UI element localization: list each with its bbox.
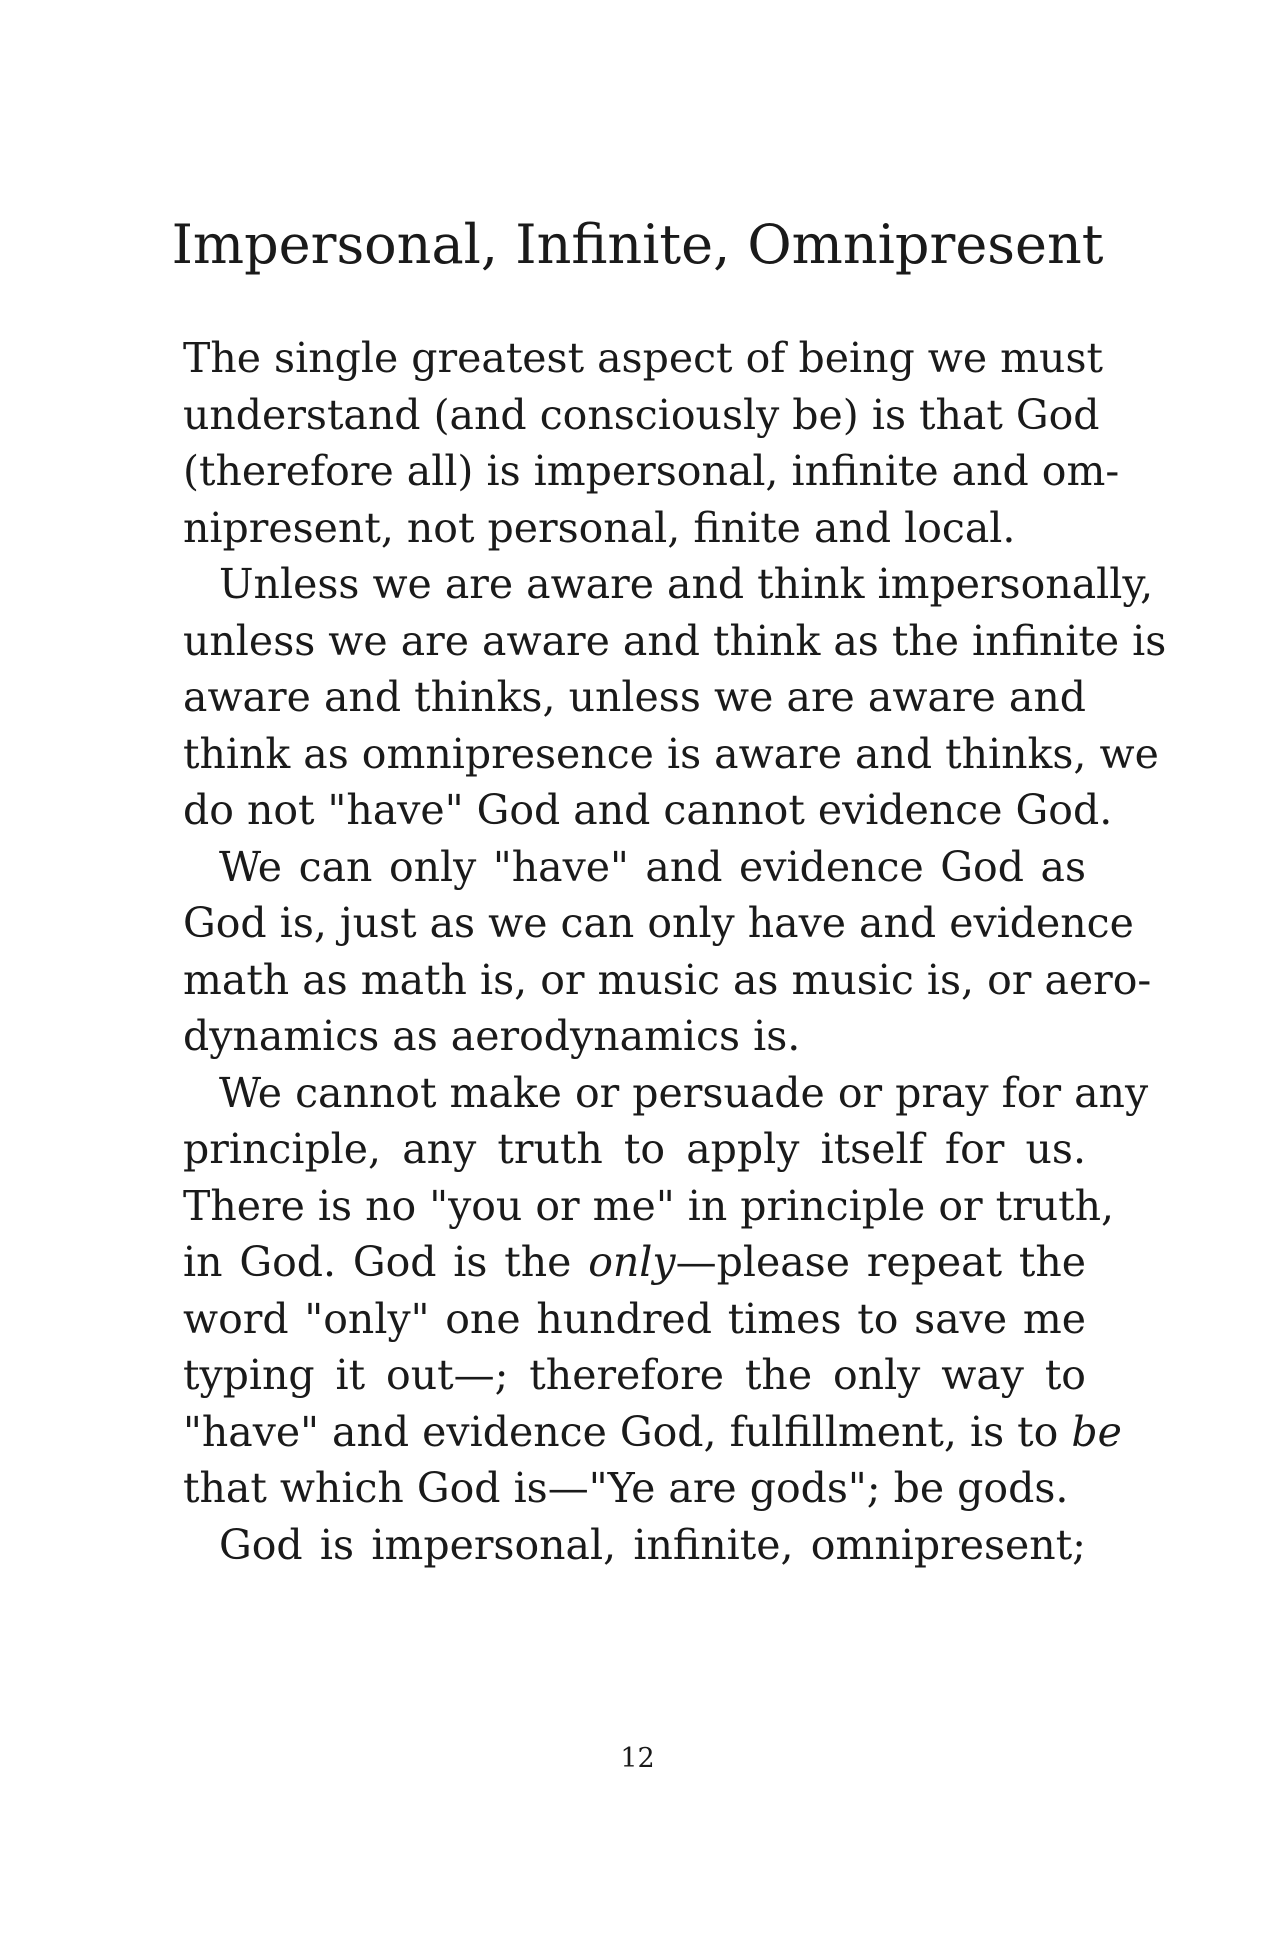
text-span: in God. God is the [183, 1238, 589, 1286]
text-span: God is impersonal, infinite, omnipresent; [219, 1520, 1086, 1569]
text-line [183, 330, 1103, 387]
text-line [183, 839, 1086, 896]
text-span: typing it out—; therefore the only way to [183, 1351, 1086, 1399]
text-line [183, 500, 1086, 557]
text-line [183, 443, 1120, 500]
text-line [183, 669, 1086, 726]
text-line [183, 726, 1159, 783]
text-line [183, 1404, 1122, 1461]
text-line [183, 1347, 1086, 1404]
text-span: God is, just as we can only have and evidence [183, 899, 1134, 947]
text-span: that which God is—"Ye are gods"; be gods. [183, 1464, 1069, 1512]
text-span: The single greatest aspect of being we must [183, 334, 1103, 382]
text-span: There is no "you or me" in principle or truth, [183, 1181, 1115, 1230]
body-text [183, 330, 1167, 1573]
text-line [183, 1291, 1086, 1348]
italic-text: only [588, 1238, 676, 1286]
text-span: do not "have" God and cannot evidence God. [183, 786, 1113, 834]
text-span: "have" and evidence God, fulfillment, is to [183, 1407, 1072, 1456]
text-span: math as math is, or music as music is, or aero- [183, 955, 1152, 1004]
text-span: word "only" one hundred times to save me [183, 1294, 1086, 1343]
text-line [183, 1178, 1115, 1235]
page-number: 12 [620, 1743, 655, 1774]
text-line [183, 613, 1167, 670]
text-line [183, 1517, 1086, 1574]
text-line [183, 556, 1154, 613]
text-span: (therefore all) is impersonal, infinite and om- [183, 447, 1120, 495]
text-line [183, 1121, 1086, 1178]
text-span: understand (and consciously be) is that God [183, 390, 1100, 439]
text-line [183, 1065, 1149, 1122]
text-span: nipresent, not personal, finite and local. [183, 503, 1016, 552]
text-span: unless we are aware and think as the infinite is [183, 616, 1167, 665]
text-span: think as omnipresence is aware and thinks, we [183, 729, 1159, 778]
text-line [183, 952, 1152, 1009]
text-line [183, 782, 1113, 839]
text-line [183, 1460, 1086, 1517]
text-span: principle, any truth to apply itself for us. [183, 1125, 1086, 1173]
text-span: We cannot make or persuade or pray for any [219, 1068, 1149, 1117]
italic-text: be [1071, 1407, 1122, 1456]
text-span: Unless we are aware and think impersonally, [219, 560, 1154, 608]
text-line [183, 1234, 1086, 1291]
text-line [183, 1008, 1086, 1065]
text-line [183, 387, 1100, 444]
text-span: dynamics as aerodynamics is. [183, 1012, 801, 1060]
text-span: aware and thinks, unless we are aware and [183, 673, 1086, 721]
text-line [183, 895, 1134, 952]
text-span: We can only "have" and evidence God as [219, 842, 1086, 891]
text-span: —please repeat the [675, 1238, 1086, 1286]
page-title: Impersonal, Infinite, Omnipresent [171, 213, 1104, 276]
